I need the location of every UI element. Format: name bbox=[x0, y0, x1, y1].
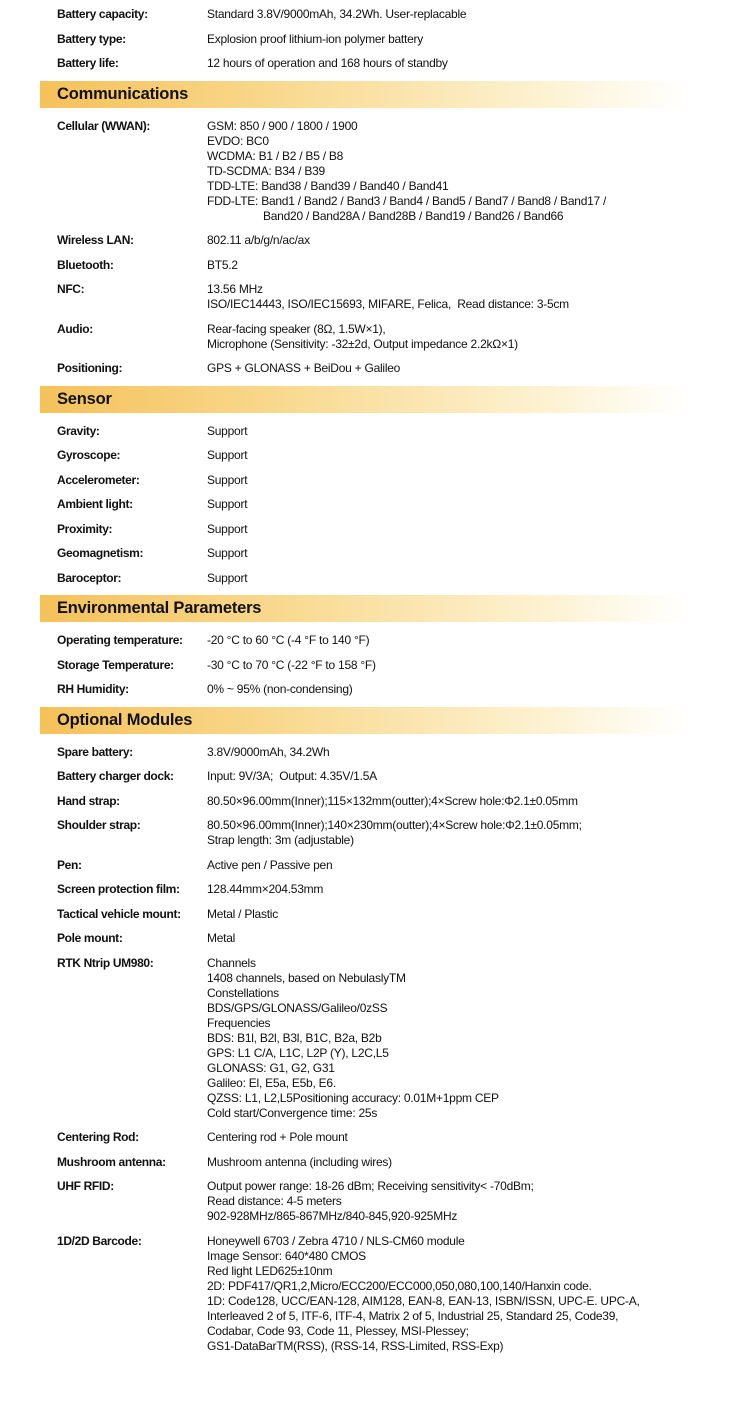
spec-label: Positioning: bbox=[57, 361, 123, 375]
spec-label: Accelerometer: bbox=[57, 472, 140, 487]
spec-value bbox=[207, 361, 716, 376]
spec-row bbox=[57, 282, 716, 312]
spec-label: RTK Ntrip UM980: bbox=[57, 955, 154, 970]
spec-value bbox=[207, 818, 716, 848]
spec-value-line: Standard 3.8V/9000mAh, 34.2Wh. User-replacable bbox=[207, 7, 467, 21]
spec-value-line: 802.11 a/b/g/n/ac/ax bbox=[207, 233, 310, 247]
spec-value-line: 13.56 MHz bbox=[207, 282, 263, 296]
spec-row bbox=[57, 769, 716, 784]
spec-label: Geomagnetism: bbox=[57, 546, 144, 560]
section-header-environmental-parameters: Environmental Parameters bbox=[40, 595, 716, 622]
spec-label: Audio: bbox=[57, 321, 93, 336]
spec-value-line: Support bbox=[207, 570, 248, 585]
spec-value bbox=[207, 745, 716, 760]
spec-value-line: Band20 / Band28A / Band28B / Band19 / Band26 / Band66 bbox=[263, 208, 564, 223]
spec-label: Operating temperature: bbox=[57, 633, 183, 647]
spec-value-line: TDD-LTE: Band38 / Band39 / Band40 / Band41 bbox=[207, 178, 449, 193]
spec-row bbox=[57, 658, 716, 673]
spec-label: Mushroom antenna: bbox=[57, 1154, 166, 1169]
spec-label: Centering Rod: bbox=[57, 1130, 139, 1144]
spec-value-line: 80.50×96.00mm(Inner);115×132mm(outter);4×Screw hole:Φ2.1±0.05mm bbox=[207, 793, 578, 808]
spec-row bbox=[57, 818, 716, 848]
spec-row bbox=[57, 882, 716, 897]
spec-value-line: -20 °C to 60 °C (-4 °F to 140 °F) bbox=[207, 633, 370, 647]
spec-value-line: Constellations bbox=[207, 985, 279, 1000]
spec-value bbox=[207, 522, 716, 537]
spec-row bbox=[57, 1155, 716, 1170]
spec-label: 1D/2D Barcode: bbox=[57, 1233, 142, 1248]
spec-label: Proximity: bbox=[57, 521, 113, 536]
spec-value-line: Read distance: 4-5 meters bbox=[207, 1194, 342, 1208]
spec-value bbox=[207, 497, 716, 512]
spec-content bbox=[40, 7, 716, 1354]
spec-value-line: Channels bbox=[207, 955, 256, 970]
spec-value-line: EVDO: BC0 bbox=[207, 133, 269, 148]
spec-value-line: 80.50×96.00mm(Inner);140×230mm(outter);4×Screw hole:Φ2.1±0.05mm; bbox=[207, 818, 582, 832]
spec-value bbox=[207, 769, 716, 784]
spec-value-line: Support bbox=[207, 472, 248, 487]
spec-row bbox=[57, 794, 716, 809]
spec-value-line: Codabar, Code 93, Code 11, Plessey, MSI-Plessey; bbox=[207, 1323, 469, 1338]
spec-label: Storage Temperature: bbox=[57, 657, 174, 672]
spec-row bbox=[57, 571, 716, 586]
spec-value-line: Strap length: 3m (adjustable) bbox=[207, 833, 354, 847]
spec-value-line: GPS: L1 C/A, L1C, L2P (Y), L2C,L5 bbox=[207, 1045, 389, 1060]
spec-row bbox=[57, 858, 716, 873]
spec-label: Cellular (WWAN): bbox=[57, 118, 151, 133]
spec-label: Screen protection film: bbox=[57, 882, 180, 896]
section-body bbox=[40, 424, 716, 586]
spec-value bbox=[207, 1234, 716, 1354]
spec-value bbox=[207, 571, 716, 586]
spec-label: Ambient light: bbox=[57, 497, 133, 511]
spec-label: Hand strap: bbox=[57, 793, 120, 808]
spec-value-line: GPS + GLONASS + BeiDou + Galileo bbox=[207, 361, 401, 375]
spec-value-line: ISO/IEC14443, ISO/IEC15693, MIFARE, Felica, Read distance: 3-5cm bbox=[207, 297, 569, 311]
section-header-sensor: Sensor bbox=[40, 386, 716, 413]
spec-value bbox=[207, 1155, 716, 1170]
spec-label: Tactical vehicle mount: bbox=[57, 906, 181, 921]
spec-value-line: Support bbox=[207, 448, 248, 462]
spec-label: UHF RFID: bbox=[57, 1179, 114, 1193]
spec-value-line: Rear-facing speaker (8Ω, 1.5W×1), bbox=[207, 321, 386, 336]
spec-value bbox=[207, 56, 716, 71]
spec-row bbox=[57, 322, 716, 352]
spec-value-line: BT5.2 bbox=[207, 257, 238, 272]
spec-value bbox=[207, 546, 716, 561]
section-body bbox=[40, 7, 716, 71]
spec-row bbox=[57, 522, 716, 537]
spec-value-line: Red light LED625±10nm bbox=[207, 1263, 333, 1278]
section-body bbox=[40, 119, 716, 377]
spec-value-line: -30 °C to 70 °C (-22 °F to 158 °F) bbox=[207, 657, 376, 672]
spec-label: Shoulder strap: bbox=[57, 818, 141, 832]
spec-value bbox=[207, 794, 716, 809]
spec-value bbox=[207, 233, 716, 248]
spec-row bbox=[57, 745, 716, 760]
spec-value bbox=[207, 424, 716, 439]
spec-value-line: Centering rod + Pole mount bbox=[207, 1130, 348, 1144]
spec-row bbox=[57, 448, 716, 463]
spec-value bbox=[207, 907, 716, 922]
spec-value-line: Image Sensor: 640*480 CMOS bbox=[207, 1248, 366, 1263]
spec-value-line: BDS/GPS/GLONASS/Galileo/0zSS bbox=[207, 1000, 388, 1015]
spec-row bbox=[57, 32, 716, 47]
spec-label: Spare battery: bbox=[57, 744, 133, 759]
section-body bbox=[40, 745, 716, 1354]
spec-label: Pole mount: bbox=[57, 931, 123, 945]
spec-row bbox=[57, 258, 716, 273]
spec-value-line: 1408 channels, based on NebulaslyTM bbox=[207, 970, 406, 985]
spec-value-line: Mushroom antenna (including wires) bbox=[207, 1154, 392, 1169]
spec-value-line: 0% ~ 95% (non-condensing) bbox=[207, 682, 353, 696]
spec-row bbox=[57, 7, 716, 22]
spec-row bbox=[57, 633, 716, 648]
spec-value bbox=[207, 658, 716, 673]
spec-value-line: Metal / Plastic bbox=[207, 906, 278, 921]
spec-row bbox=[57, 119, 716, 224]
spec-label: Battery life: bbox=[57, 56, 119, 70]
spec-value bbox=[207, 882, 716, 897]
spec-row bbox=[57, 497, 716, 512]
spec-value-line: Galileo: El, E5a, E5b, E6. bbox=[207, 1075, 336, 1090]
spec-value-line: BDS: B1l, B2l, B3l, B1C, B2a, B2b bbox=[207, 1030, 382, 1045]
spec-value bbox=[207, 258, 716, 273]
spec-value-line: Output power range: 18-26 dBm; Receiving sensitivity< -70dBm; bbox=[207, 1179, 534, 1193]
spec-label: Gyroscope: bbox=[57, 448, 121, 462]
spec-value bbox=[207, 282, 716, 312]
spec-value-line: 12 hours of operation and 168 hours of standby bbox=[207, 56, 448, 70]
spec-value-line: 3.8V/9000mAh, 34.2Wh bbox=[207, 744, 330, 759]
spec-row bbox=[57, 1234, 716, 1354]
spec-value-line: Frequencies bbox=[207, 1015, 271, 1030]
spec-value-line: Explosion proof lithium-ion polymer battery bbox=[207, 31, 424, 46]
spec-row bbox=[57, 473, 716, 488]
spec-row bbox=[57, 1179, 716, 1224]
section-body bbox=[40, 633, 716, 697]
spec-label: Wireless LAN: bbox=[57, 233, 134, 247]
spec-row bbox=[57, 546, 716, 561]
spec-row bbox=[57, 233, 716, 248]
spec-row bbox=[57, 931, 716, 946]
spec-value-line: Cold start/Convergence time: 25s bbox=[207, 1105, 378, 1120]
spec-label: Gravity: bbox=[57, 423, 100, 438]
spec-label: RH Humidity: bbox=[57, 682, 129, 696]
section-header-communications: Communications bbox=[40, 81, 716, 108]
spec-value bbox=[207, 1130, 716, 1145]
spec-row bbox=[57, 56, 716, 71]
spec-row bbox=[57, 361, 716, 376]
spec-row bbox=[57, 1130, 716, 1145]
spec-row bbox=[57, 682, 716, 697]
spec-value-line: Support bbox=[207, 546, 248, 560]
spec-value-line: 902-928MHz/865-867MHz/840-845,920-925MHz bbox=[207, 1209, 458, 1223]
spec-value-line: Support bbox=[207, 423, 248, 438]
spec-row bbox=[57, 956, 716, 1121]
spec-value-line: QZSS: L1, L2,L5Positioning accuracy: 0.01M+1ppm CEP bbox=[207, 1090, 499, 1105]
spec-value-line: Support bbox=[207, 497, 248, 511]
spec-row bbox=[57, 424, 716, 439]
spec-value-line: Active pen / Passive pen bbox=[207, 857, 333, 872]
spec-label: Bluetooth: bbox=[57, 257, 114, 272]
section-header-optional-modules: Optional Modules bbox=[40, 707, 716, 734]
spec-value-line: Honeywell 6703 / Zebra 4710 / NLS-CM60 module bbox=[207, 1233, 465, 1248]
spec-value bbox=[207, 931, 716, 946]
spec-value-line: WCDMA: B1 / B2 / B5 / B8 bbox=[207, 148, 344, 163]
spec-value-line: Support bbox=[207, 521, 248, 536]
spec-value-line: 2D: PDF417/QR1,2,Micro/ECC200/ECC000,050,080,100,140/Hanxin code. bbox=[207, 1278, 592, 1293]
spec-value bbox=[207, 473, 716, 488]
spec-row bbox=[57, 907, 716, 922]
spec-value bbox=[207, 322, 716, 352]
spec-value bbox=[207, 682, 716, 697]
spec-value-line: 128.44mm×204.53mm bbox=[207, 882, 324, 896]
spec-value-line: TD-SCDMA: B34 / B39 bbox=[207, 163, 325, 178]
spec-label: Pen: bbox=[57, 857, 82, 872]
spec-value bbox=[207, 448, 716, 463]
spec-value-line: 1D: Code128, UCC/EAN-128, AIM128, EAN-8, EAN-13, ISBN/ISSN, UPC-E. UPC-A, bbox=[207, 1293, 640, 1308]
spec-value-line: Interleaved 2 of 5, ITF-6, ITF-4, Matrix 2 of 5, Industrial 25, Standard 25, Code39, bbox=[207, 1308, 619, 1323]
spec-value bbox=[207, 7, 716, 22]
spec-value bbox=[207, 1179, 716, 1224]
spec-value-line: Metal bbox=[207, 931, 236, 945]
spec-value bbox=[207, 633, 716, 648]
spec-value-line: GLONASS: G1, G2, G31 bbox=[207, 1060, 335, 1075]
spec-label: Baroceptor: bbox=[57, 570, 122, 585]
spec-value-line: Input: 9V/3A; Output: 4.35V/1.5A bbox=[207, 769, 377, 783]
spec-label: Battery capacity: bbox=[57, 7, 148, 21]
spec-value bbox=[207, 32, 716, 47]
spec-value bbox=[207, 858, 716, 873]
spec-value-line: Microphone (Sensitivity: -32±2d, Output impedance 2.2kΩ×1) bbox=[207, 336, 518, 351]
spec-label: NFC: bbox=[57, 282, 85, 296]
spec-label: Battery charger dock: bbox=[57, 769, 174, 783]
spec-value bbox=[207, 956, 716, 1121]
spec-value-line: GS1-DataBarTM(RSS), (RSS-14, RSS-Limited, RSS-Exp) bbox=[207, 1338, 504, 1353]
spec-label: Battery type: bbox=[57, 31, 126, 46]
spec-value bbox=[207, 119, 716, 224]
spec-value-line: GSM: 850 / 900 / 1800 / 1900 bbox=[207, 118, 358, 133]
spec-value-line: FDD-LTE: Band1 / Band2 / Band3 / Band4 / Band5 / Band7 / Band8 / Band17 / bbox=[207, 193, 607, 208]
